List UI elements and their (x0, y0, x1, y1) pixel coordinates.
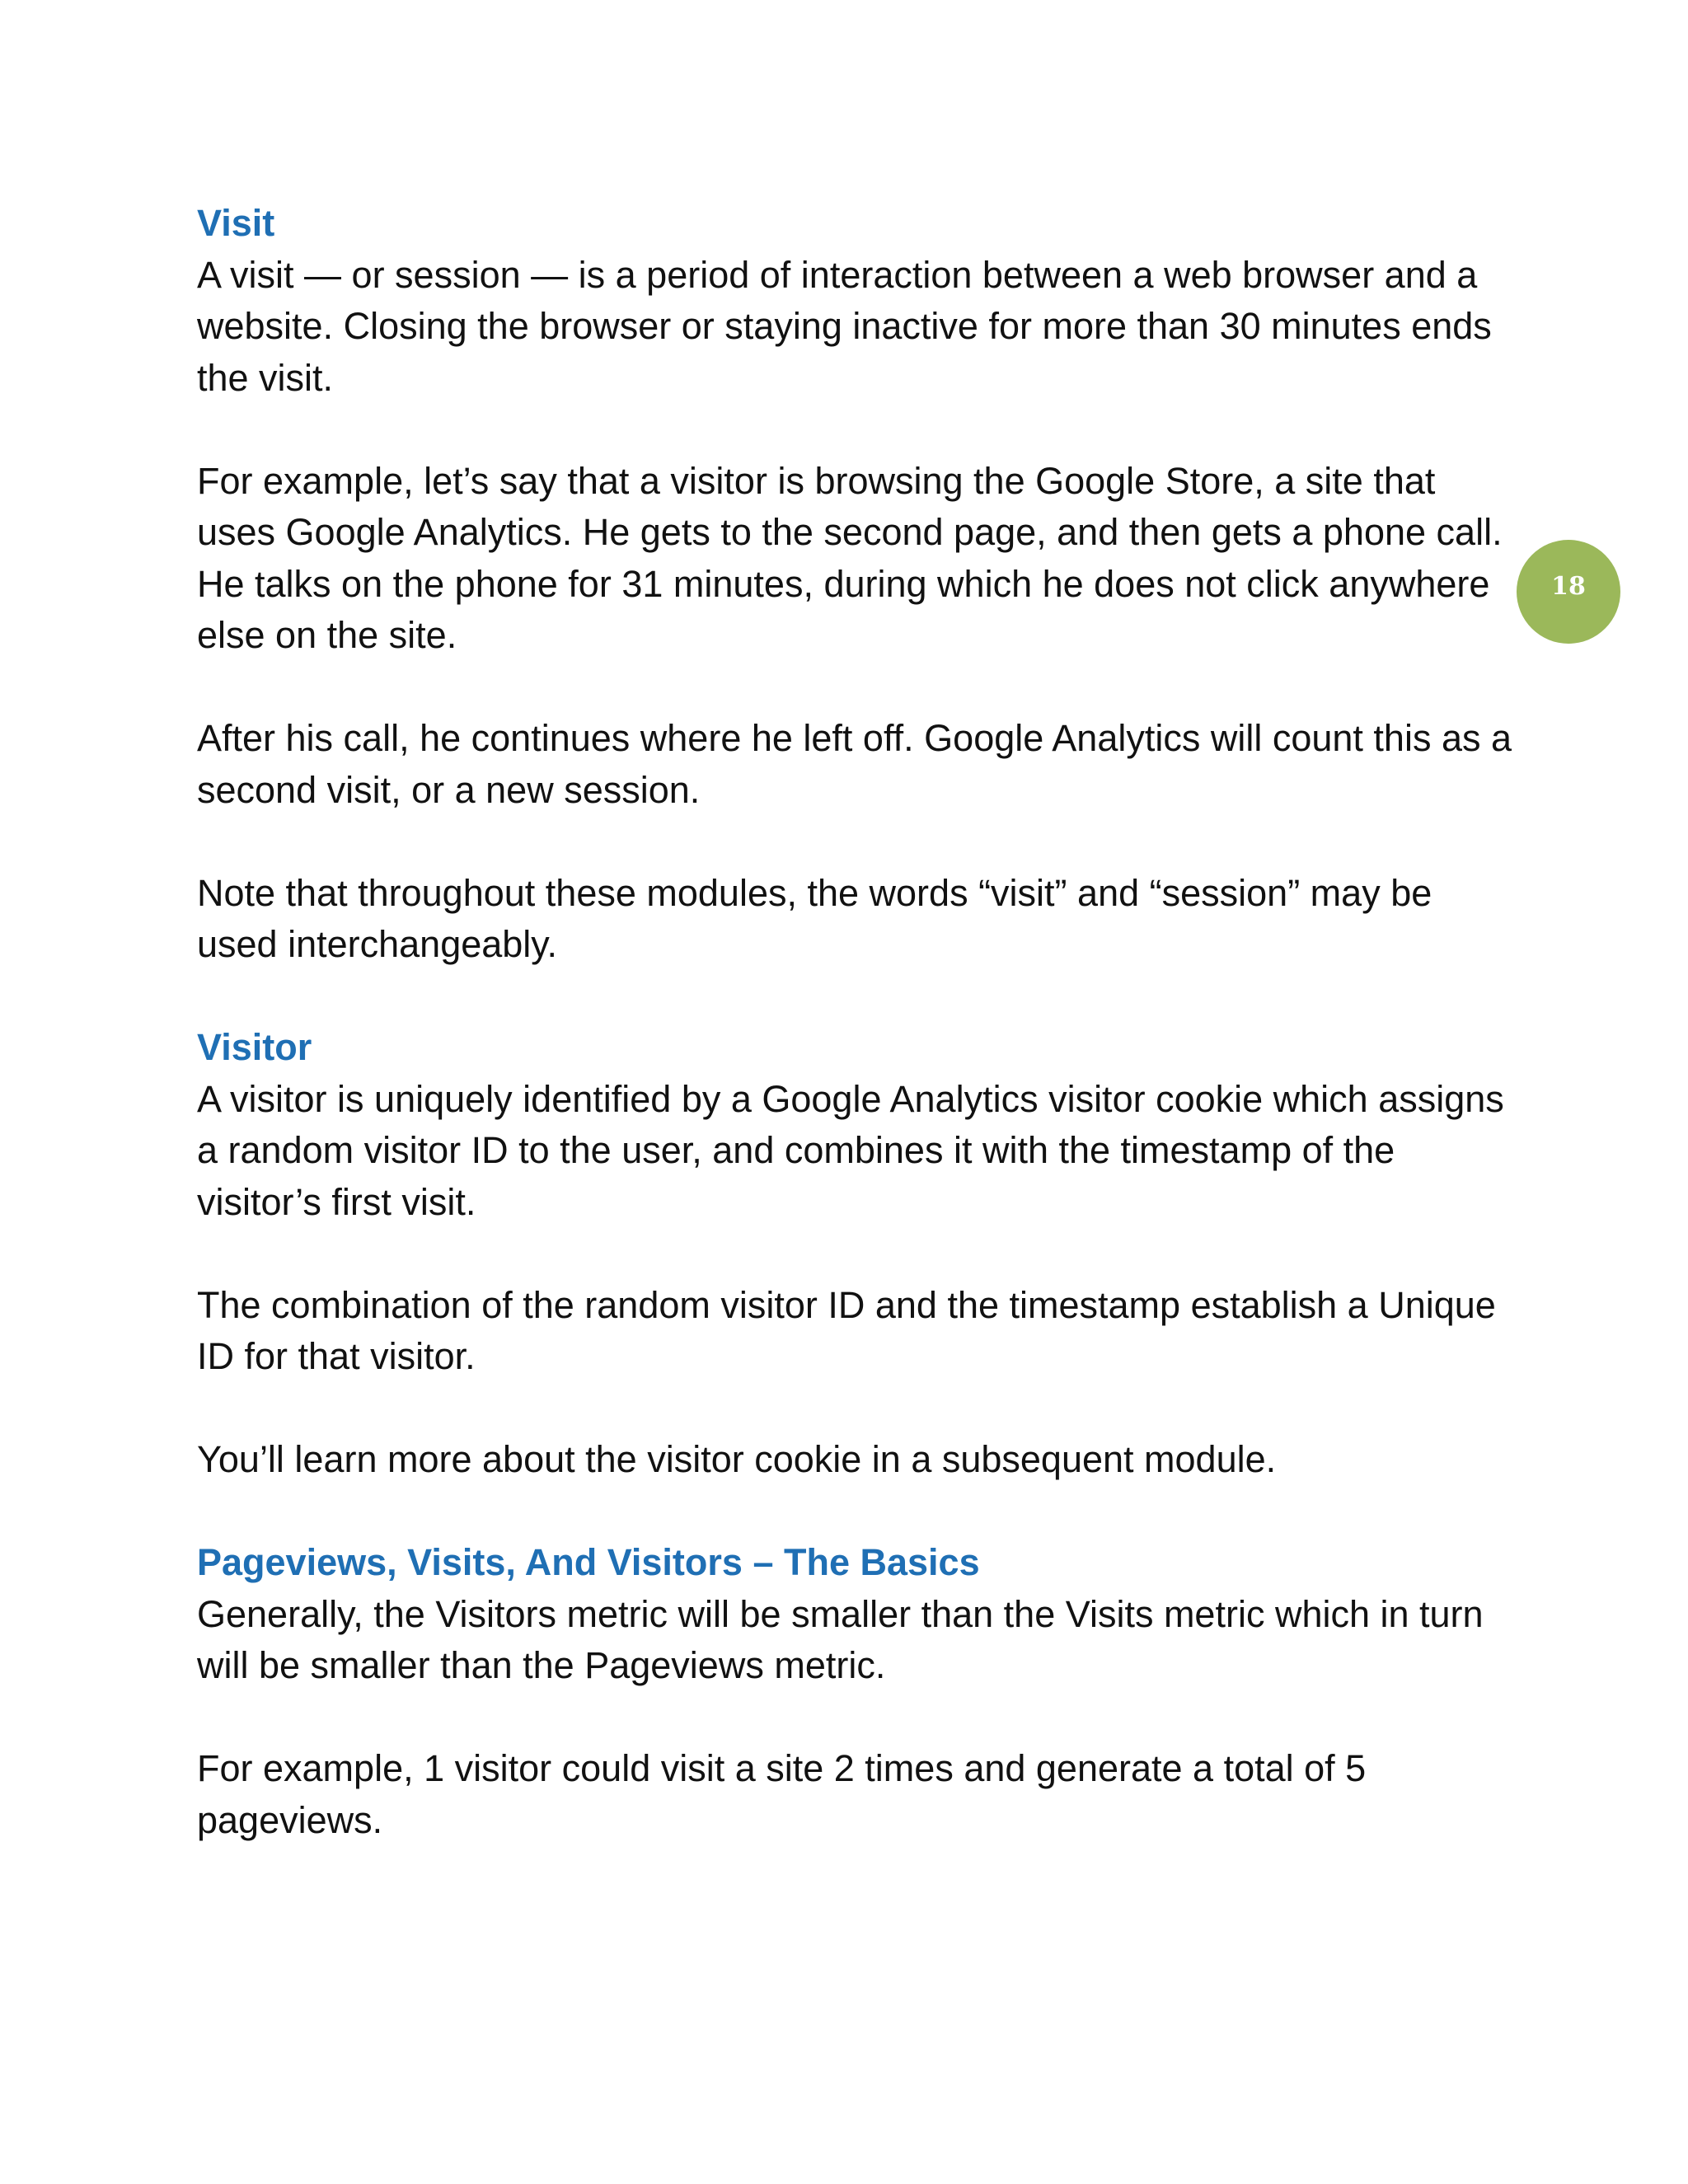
paragraph-visit-new-session: After his call, he continues where he left off. Google Analytics will count this as a second visit, or a new session. (197, 717, 1512, 811)
paragraph-visit-example: For example, let’s say that a visitor is browsing the Google Store, a site that uses Google Analytics. He gets to the second page, and then gets a phone call. He talks on the phone for 31 minutes, during which he does not click anywhere else on the site. (197, 459, 1503, 656)
paragraph-visit-definition: A visit — or session — is a period of interaction between a web browser and a website. Closing the browser or staying inactive for more than 30 minutes ends the visit. (197, 253, 1492, 399)
page-number-badge: 18 (1517, 540, 1620, 644)
paragraph-basics-example: For example, 1 visitor could visit a site 2 times and generate a total of 5 pageviews. (197, 1747, 1367, 1841)
paragraph-visitor-cookie: You’ll learn more about the visitor cookie in a subsequent module. (197, 1438, 1277, 1480)
section-heading-visitor: Visitor (197, 1026, 312, 1068)
paragraph-visit-note: Note that throughout these modules, the words “visit” and “session” may be used interchangeably. (197, 871, 1432, 965)
section-heading-visit: Visit (197, 202, 275, 244)
section-heading-basics: Pageviews, Visits, And Visitors – The Basics (197, 1541, 980, 1583)
paragraph-basics-metrics: Generally, the Visitors metric will be smaller than the Visits metric which in turn will be smaller than the Pageviews metric. (197, 1592, 1484, 1686)
page-content (197, 198, 1516, 1846)
paragraph-visitor-definition: A visitor is uniquely identified by a Google Analytics visitor cookie which assigns a random visitor ID to the user, and combines it with the timestamp of the visitor’s first visit. (197, 1077, 1504, 1223)
paragraph-visitor-unique-id: The combination of the random visitor ID and the timestamp establish a Unique ID for that visitor. (197, 1283, 1496, 1377)
